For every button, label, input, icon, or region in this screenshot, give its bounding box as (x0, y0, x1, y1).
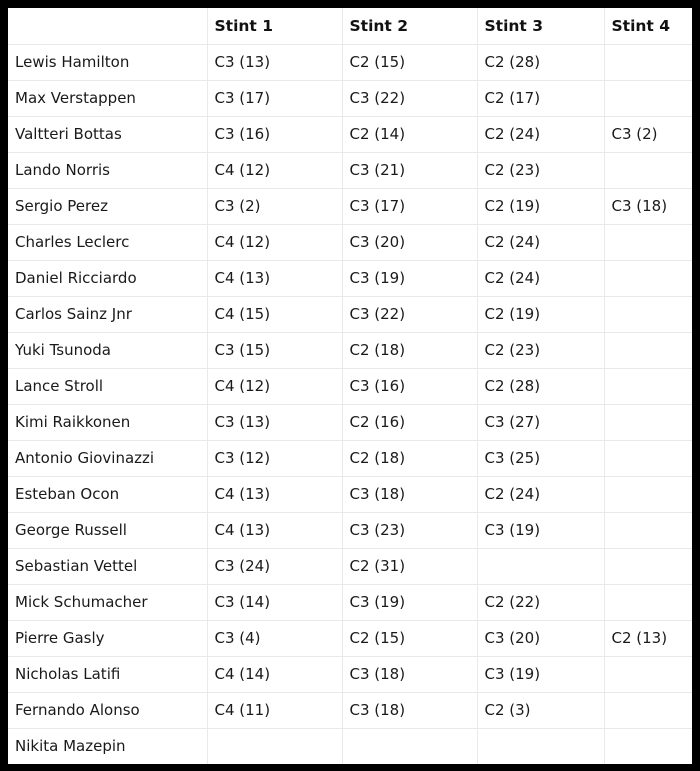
driver-name-cell: Lando Norris (8, 152, 207, 188)
driver-name-cell: Lewis Hamilton (8, 44, 207, 80)
stint-1-cell: C4 (14) (207, 656, 342, 692)
stint-3-cell: C2 (28) (477, 44, 604, 80)
stint-1-cell: C3 (24) (207, 548, 342, 584)
stint-1-cell: C3 (14) (207, 584, 342, 620)
stint-4-cell (604, 296, 692, 332)
stint-3-cell: C3 (27) (477, 404, 604, 440)
stint-2-cell: C2 (14) (342, 116, 477, 152)
header-stint-2: Stint 2 (342, 8, 477, 44)
stint-2-cell: C3 (19) (342, 584, 477, 620)
stint-1-cell: C4 (12) (207, 152, 342, 188)
stint-4-cell (604, 440, 692, 476)
stint-4-cell (604, 692, 692, 728)
stint-3-cell: C2 (17) (477, 80, 604, 116)
stint-4-cell (604, 44, 692, 80)
table-row (8, 476, 692, 512)
stint-3-cell: C2 (22) (477, 584, 604, 620)
stint-2-cell (342, 728, 477, 764)
stint-2-cell: C2 (15) (342, 44, 477, 80)
stint-4-cell (604, 368, 692, 404)
stint-1-cell: C4 (12) (207, 368, 342, 404)
stint-4-cell (604, 728, 692, 764)
stint-1-cell: C3 (13) (207, 44, 342, 80)
table-row (8, 404, 692, 440)
stint-2-cell: C2 (16) (342, 404, 477, 440)
stint-2-cell: C3 (17) (342, 188, 477, 224)
table-row (8, 440, 692, 476)
stint-2-cell: C2 (18) (342, 332, 477, 368)
stint-2-cell: C3 (18) (342, 476, 477, 512)
stint-3-cell: C2 (24) (477, 476, 604, 512)
stint-1-cell: C3 (2) (207, 188, 342, 224)
driver-name-cell: Daniel Ricciardo (8, 260, 207, 296)
stint-4-cell (604, 584, 692, 620)
stint-1-cell: C4 (13) (207, 260, 342, 296)
stint-3-cell: C3 (19) (477, 656, 604, 692)
stint-4-cell: C3 (18) (604, 188, 692, 224)
stint-2-cell: C3 (19) (342, 260, 477, 296)
header-stint-1: Stint 1 (207, 8, 342, 44)
table-row (8, 116, 692, 152)
stint-3-cell: C3 (25) (477, 440, 604, 476)
stint-2-cell: C3 (22) (342, 80, 477, 116)
stint-1-cell: C3 (16) (207, 116, 342, 152)
table-row (8, 584, 692, 620)
stint-4-cell (604, 656, 692, 692)
table-row (8, 656, 692, 692)
stint-1-cell: C4 (13) (207, 476, 342, 512)
stint-4-cell (604, 224, 692, 260)
stint-3-cell: C2 (24) (477, 224, 604, 260)
stint-4-cell: C2 (13) (604, 620, 692, 656)
stint-4-cell (604, 404, 692, 440)
driver-name-cell: Sergio Perez (8, 188, 207, 224)
stint-2-cell: C3 (22) (342, 296, 477, 332)
stint-4-cell: C3 (2) (604, 116, 692, 152)
stint-2-cell: C3 (18) (342, 656, 477, 692)
table-row (8, 548, 692, 584)
stint-3-cell: C2 (23) (477, 152, 604, 188)
table-body (8, 44, 692, 764)
table-row (8, 152, 692, 188)
stint-2-cell: C3 (16) (342, 368, 477, 404)
driver-name-cell: Sebastian Vettel (8, 548, 207, 584)
table-frame (8, 8, 692, 764)
stint-3-cell: C2 (24) (477, 260, 604, 296)
stint-1-cell: C3 (17) (207, 80, 342, 116)
stint-1-cell: C3 (15) (207, 332, 342, 368)
stint-3-cell: C2 (19) (477, 188, 604, 224)
header-row (8, 8, 692, 44)
driver-name-cell: Max Verstappen (8, 80, 207, 116)
driver-name-cell: Charles Leclerc (8, 224, 207, 260)
stint-3-cell: C3 (19) (477, 512, 604, 548)
driver-name-cell: Carlos Sainz Jnr (8, 296, 207, 332)
stint-1-cell (207, 728, 342, 764)
stint-1-cell: C3 (4) (207, 620, 342, 656)
driver-name-cell: Antonio Giovinazzi (8, 440, 207, 476)
table-row (8, 332, 692, 368)
stint-4-cell (604, 476, 692, 512)
stint-2-cell: C3 (23) (342, 512, 477, 548)
table-row (8, 224, 692, 260)
stint-2-cell: C3 (18) (342, 692, 477, 728)
stint-1-cell: C4 (12) (207, 224, 342, 260)
table-row (8, 260, 692, 296)
stint-3-cell: C2 (3) (477, 692, 604, 728)
stint-2-cell: C2 (15) (342, 620, 477, 656)
table-row (8, 620, 692, 656)
driver-name-cell: Fernando Alonso (8, 692, 207, 728)
stint-3-cell: C2 (19) (477, 296, 604, 332)
stint-4-cell (604, 80, 692, 116)
table-row (8, 188, 692, 224)
stint-3-cell (477, 548, 604, 584)
tyre-stints-table (8, 8, 692, 764)
stint-4-cell (604, 260, 692, 296)
stint-1-cell: C4 (15) (207, 296, 342, 332)
header-stint-3: Stint 3 (477, 8, 604, 44)
stint-2-cell: C2 (18) (342, 440, 477, 476)
driver-name-cell: Nicholas Latifi (8, 656, 207, 692)
header-driver (8, 8, 207, 44)
stint-3-cell: C3 (20) (477, 620, 604, 656)
driver-name-cell: Lance Stroll (8, 368, 207, 404)
stint-2-cell: C3 (21) (342, 152, 477, 188)
table-row (8, 296, 692, 332)
stint-4-cell (604, 512, 692, 548)
table-row (8, 368, 692, 404)
stint-3-cell: C2 (23) (477, 332, 604, 368)
driver-name-cell: Esteban Ocon (8, 476, 207, 512)
driver-name-cell: Nikita Mazepin (8, 728, 207, 764)
stint-2-cell: C3 (20) (342, 224, 477, 260)
table-row (8, 80, 692, 116)
header-stint-4: Stint 4 (604, 8, 692, 44)
stint-1-cell: C4 (11) (207, 692, 342, 728)
table-row (8, 44, 692, 80)
stint-4-cell (604, 548, 692, 584)
stint-4-cell (604, 332, 692, 368)
stint-3-cell: C2 (28) (477, 368, 604, 404)
driver-name-cell: Mick Schumacher (8, 584, 207, 620)
table-row (8, 512, 692, 548)
driver-name-cell: Yuki Tsunoda (8, 332, 207, 368)
stint-1-cell: C4 (13) (207, 512, 342, 548)
stint-1-cell: C3 (13) (207, 404, 342, 440)
table-header (8, 8, 692, 44)
stint-3-cell (477, 728, 604, 764)
table-row (8, 728, 692, 764)
driver-name-cell: Kimi Raikkonen (8, 404, 207, 440)
stint-3-cell: C2 (24) (477, 116, 604, 152)
driver-name-cell: George Russell (8, 512, 207, 548)
stint-2-cell: C2 (31) (342, 548, 477, 584)
driver-name-cell: Pierre Gasly (8, 620, 207, 656)
table-row (8, 692, 692, 728)
driver-name-cell: Valtteri Bottas (8, 116, 207, 152)
stint-4-cell (604, 152, 692, 188)
stint-1-cell: C3 (12) (207, 440, 342, 476)
